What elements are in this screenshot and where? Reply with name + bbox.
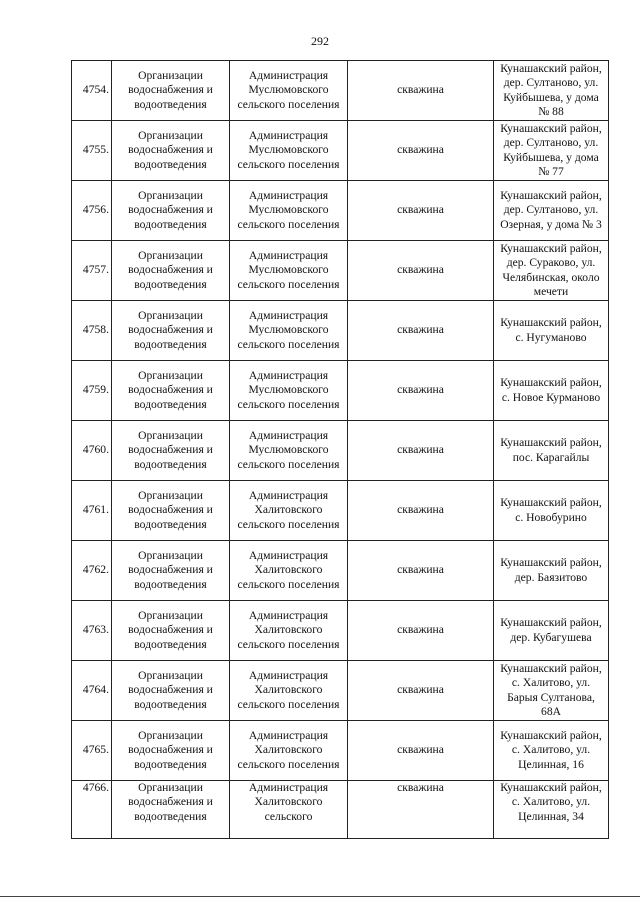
- bottom-rule: [0, 896, 640, 897]
- object-type-cell: скважина: [348, 61, 494, 121]
- object-type-cell: скважина: [348, 721, 494, 781]
- address-cell: Кунашакский район, дер. Кубагушева: [494, 601, 609, 661]
- row-number-cell: 4765.: [72, 721, 112, 781]
- row-number-cell: 4754.: [72, 61, 112, 121]
- row-number-cell: 4764.: [72, 661, 112, 721]
- table-row: [72, 481, 609, 541]
- administration-cell: Администрация Халитовского сельского поселения: [230, 601, 348, 661]
- administration-cell: Администрация Муслюмовского сельского поселения: [230, 361, 348, 421]
- administration-cell: Администрация Муслюмовского сельского поселения: [230, 121, 348, 181]
- address-cell: Кунашакский район, с. Нугуманово: [494, 301, 609, 361]
- row-number-cell: 4761.: [72, 481, 112, 541]
- page-number: 292: [311, 34, 329, 48]
- address-cell: Кунашакский район, дер. Сураково, ул. Челябинская, около мечети: [494, 241, 609, 301]
- table-row: [72, 241, 609, 301]
- table-row: [72, 781, 609, 839]
- administration-cell: Администрация Халитовского сельского: [230, 781, 348, 839]
- organization-cell: Организации водоснабжения и водоотведения: [112, 181, 230, 241]
- table-row: [72, 181, 609, 241]
- row-number-cell: 4757.: [72, 241, 112, 301]
- row-number-cell: 4755.: [72, 121, 112, 181]
- administration-cell: Администрация Халитовского сельского поселения: [230, 661, 348, 721]
- administration-cell: Администрация Халитовского сельского поселения: [230, 481, 348, 541]
- address-cell: Кунашакский район, с. Новобурино: [494, 481, 609, 541]
- row-number-cell: 4762.: [72, 541, 112, 601]
- object-type-cell: скважина: [348, 481, 494, 541]
- administration-cell: Администрация Муслюмовского сельского поселения: [230, 181, 348, 241]
- object-type-cell: скважина: [348, 541, 494, 601]
- object-type-cell: скважина: [348, 361, 494, 421]
- address-cell: Кунашакский район, дер. Султаново, ул. Озерная, у дома № 3: [494, 181, 609, 241]
- organization-cell: Организации водоснабжения и водоотведения: [112, 301, 230, 361]
- administration-cell: Администрация Муслюмовского сельского поселения: [230, 421, 348, 481]
- organization-cell: Организации водоснабжения и водоотведения: [112, 781, 230, 839]
- organization-cell: Организации водоснабжения и водоотведения: [112, 241, 230, 301]
- object-type-cell: скважина: [348, 421, 494, 481]
- row-number-cell: 4758.: [72, 301, 112, 361]
- table-row: [72, 301, 609, 361]
- organization-cell: Организации водоснабжения и водоотведения: [112, 661, 230, 721]
- administration-cell: Администрация Халитовского сельского поселения: [230, 541, 348, 601]
- administration-cell: Администрация Муслюмовского сельского поселения: [230, 241, 348, 301]
- table-row: [72, 421, 609, 481]
- table-row: [72, 601, 609, 661]
- table-row: [72, 721, 609, 781]
- table-row: [72, 361, 609, 421]
- administration-cell: Администрация Муслюмовского сельского поселения: [230, 301, 348, 361]
- organization-cell: Организации водоснабжения и водоотведения: [112, 61, 230, 121]
- row-number-cell: 4760.: [72, 421, 112, 481]
- administration-cell: Администрация Муслюмовского сельского поселения: [230, 61, 348, 121]
- address-cell: Кунашакский район, с. Новое Курманово: [494, 361, 609, 421]
- registry-table: [71, 60, 609, 839]
- address-cell: Кунашакский район, дер. Султаново, ул. Куйбышева, у дома № 77: [494, 121, 609, 181]
- address-cell: Кунашакский район, дер. Баязитово: [494, 541, 609, 601]
- row-number-cell: 4766.: [72, 781, 112, 839]
- organization-cell: Организации водоснабжения и водоотведения: [112, 481, 230, 541]
- address-cell: Кунашакский район, с. Халитово, ул. Барыя Султанова, 68А: [494, 661, 609, 721]
- object-type-cell: скважина: [348, 181, 494, 241]
- table-row: [72, 121, 609, 181]
- object-type-cell: скважина: [348, 121, 494, 181]
- organization-cell: Организации водоснабжения и водоотведения: [112, 541, 230, 601]
- object-type-cell: скважина: [348, 301, 494, 361]
- row-number-cell: 4756.: [72, 181, 112, 241]
- object-type-cell: скважина: [348, 781, 494, 839]
- registry-table-body: [72, 61, 609, 839]
- table-row: [72, 61, 609, 121]
- address-cell: Кунашакский район, дер. Султаново, ул. Куйбышева, у дома № 88: [494, 61, 609, 121]
- organization-cell: Организации водоснабжения и водоотведения: [112, 121, 230, 181]
- address-cell: Кунашакский район, с. Халитово, ул. Целинная, 34: [494, 781, 609, 839]
- object-type-cell: скважина: [348, 241, 494, 301]
- row-number-cell: 4763.: [72, 601, 112, 661]
- organization-cell: Организации водоснабжения и водоотведения: [112, 721, 230, 781]
- object-type-cell: скважина: [348, 661, 494, 721]
- table-row: [72, 541, 609, 601]
- organization-cell: Организации водоснабжения и водоотведения: [112, 601, 230, 661]
- organization-cell: Организации водоснабжения и водоотведения: [112, 361, 230, 421]
- administration-cell: Администрация Халитовского сельского поселения: [230, 721, 348, 781]
- organization-cell: Организации водоснабжения и водоотведения: [112, 421, 230, 481]
- address-cell: Кунашакский район, с. Халитово, ул. Целинная, 16: [494, 721, 609, 781]
- object-type-cell: скважина: [348, 601, 494, 661]
- address-cell: Кунашакский район, пос. Карагайлы: [494, 421, 609, 481]
- row-number-cell: 4759.: [72, 361, 112, 421]
- table-row: [72, 661, 609, 721]
